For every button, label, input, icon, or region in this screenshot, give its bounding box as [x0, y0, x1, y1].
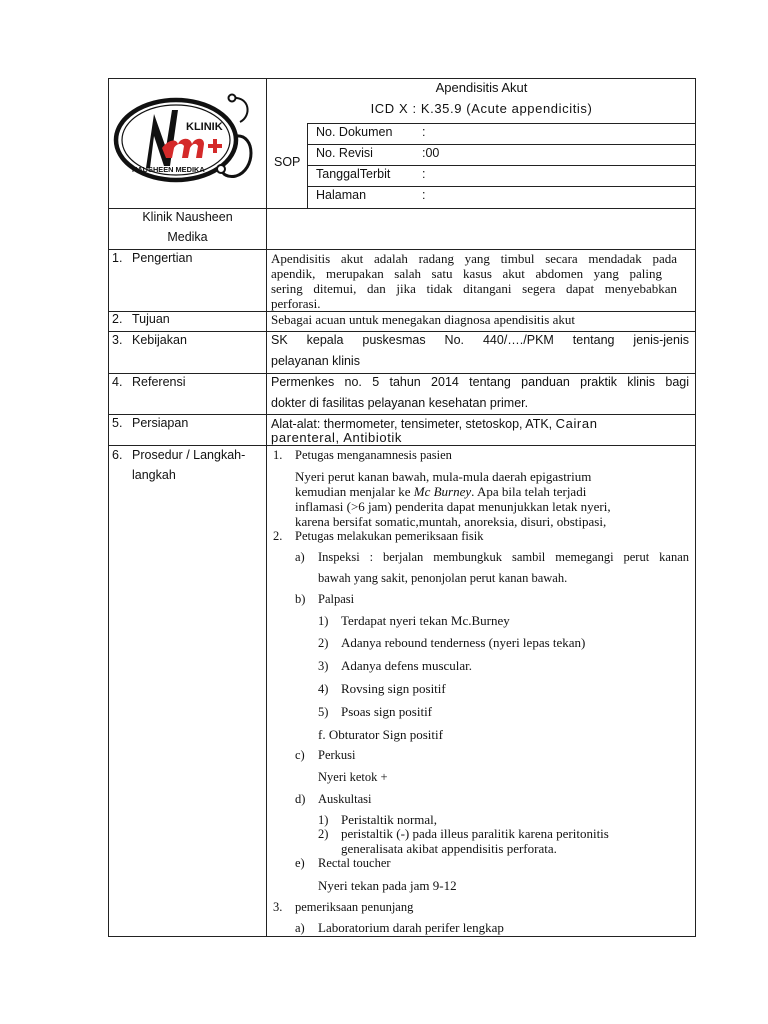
row-number-3: 3. — [112, 333, 123, 347]
rectal-toucher-marker: e) — [295, 856, 305, 870]
palpasi-item-f: f. Obturator Sign positif — [318, 727, 443, 742]
header-bottom-line — [108, 208, 696, 209]
meta-label-no-revisi: No. Revisi — [316, 146, 373, 160]
palpasi-item-4-text: Rovsing sign positif — [341, 681, 446, 696]
meta-value-tanggal-terbit: : — [422, 167, 426, 181]
logo-word-nausheen-medika: NAUSHEEN MEDIKA — [132, 165, 205, 174]
kebijakan-line-2: pelayanan klinis — [271, 354, 360, 368]
meta-row-line-4 — [307, 186, 696, 187]
row-2-bottom-line — [108, 331, 696, 332]
icd-code: ICD X : K.35.9 (Acute appendicitis) — [370, 101, 593, 116]
palpasi-marker: b) — [295, 592, 306, 606]
row-label-prosedur-2: langkah — [132, 468, 176, 482]
palpasi-item-4-number: 4) — [318, 682, 329, 696]
table-border-bottom — [108, 936, 696, 937]
anamnesis-line-3: inflamasi (>6 jam) penderita dapat menunjukkan letak nyeri, — [295, 499, 611, 514]
pengertian-line-1: Apendisitis akut adalah radang yang timbul secara mendadak pada — [271, 251, 677, 266]
pengertian-line-2: apendik, merupakan salah satu kasus akut abdomen yang paling — [271, 266, 662, 281]
inspeksi-line-2: bawah yang sakit, penonjolan perut kanan bawah. — [318, 571, 568, 585]
perkusi-marker: c) — [295, 748, 305, 762]
anamnesis-line-2 — [295, 484, 586, 500]
meta-value-no-revisi: :00 — [422, 146, 440, 160]
row-label-prosedur-1: Prosedur / Langkah- — [132, 448, 246, 462]
meta-value-halaman: : — [422, 188, 426, 202]
inspeksi-marker: a) — [295, 550, 305, 564]
palpasi-item-1-text: Terdapat nyeri tekan Mc.Burney — [341, 613, 510, 628]
row-number-4: 4. — [112, 375, 123, 389]
palpasi-item-3-text: Adanya defens muscular. — [341, 658, 473, 673]
auskultasi-title: Auskultasi — [318, 792, 372, 806]
meta-label-halaman: Halaman — [316, 188, 367, 202]
meta-row-line-3 — [307, 165, 696, 166]
row-5-bottom-line — [108, 445, 696, 446]
laboratorium-text: Laboratorium darah perifer lengkap — [318, 920, 504, 935]
clinic-row-bottom-line — [108, 249, 696, 250]
step-3-number: 3. — [273, 900, 283, 914]
row-4-bottom-line — [108, 414, 696, 415]
laboratorium-marker: a) — [295, 921, 305, 935]
auskultasi-item-2-line-1: peristaltik (-) pada illeus paralitik karena peritonitis — [341, 826, 609, 841]
auskultasi-item-2-number: 2) — [318, 827, 329, 841]
tujuan-text: Sebagai acuan untuk menegakan diagnosa apendisitis akut — [271, 312, 575, 327]
auskultasi-item-2-line-2: generalisata akibat appendisitis perforata. — [341, 841, 557, 856]
kebijakan-line-1: SK kepala puskesmas No. 440/…./PKM tentang jenis-jenis — [271, 333, 689, 347]
persiapan-line-1 — [271, 416, 598, 431]
persiapan-cairan: Cairan — [555, 416, 598, 431]
klinik-logo — [110, 86, 260, 194]
mc-burney-term: Mc Burney — [413, 484, 472, 499]
palpasi-item-1-number: 1) — [318, 614, 329, 628]
perkusi-text: Nyeri ketok + — [318, 770, 388, 784]
step-2-number: 2. — [273, 529, 283, 543]
table-border-top — [108, 78, 696, 79]
anamnesis-line-4: karena bersifat somatic,muntah, anoreksia, disuri, obstipasi, — [295, 514, 607, 529]
step-2-title: Petugas melakukan pemeriksaan fisik — [295, 529, 484, 543]
auskultasi-item-1-number: 1) — [318, 813, 329, 827]
row-number-2: 2. — [112, 312, 123, 326]
persiapan-tools: Alat-alat: thermometer, tensimeter, stetoskop, ATK, — [271, 417, 553, 431]
palpasi-item-2-text: Adanya rebound tenderness (nyeri lepas tekan) — [341, 635, 586, 650]
step-1-number: 1. — [273, 448, 283, 462]
sop-label: SOP — [274, 155, 301, 169]
meta-value-no-dokumen: : — [422, 125, 426, 139]
clinic-name-line-1: Klinik Nausheen — [142, 210, 233, 224]
step-3-title: pemeriksaan penunjang — [295, 900, 414, 914]
anamnesis-line-2-a: kemudian menjalar ke — [295, 484, 414, 499]
referensi-line-1: Permenkes no. 5 tahun 2014 tentang panduan praktik klinis bagi — [271, 375, 689, 389]
pengertian-line-4: perforasi. — [271, 296, 321, 311]
palpasi-title: Palpasi — [318, 592, 355, 606]
document-title: Apendisitis Akut — [435, 80, 528, 95]
meta-label-tanggal-terbit: TanggalTerbit — [316, 167, 391, 181]
auskultasi-marker: d) — [295, 792, 306, 806]
row-number-6: 6. — [112, 448, 123, 462]
perkusi-title: Perkusi — [318, 748, 356, 762]
palpasi-item-5-text: Psoas sign positif — [341, 704, 433, 719]
referensi-line-2: dokter di fasilitas pelayanan kesehatan primer. — [271, 396, 529, 410]
step-1-title: Petugas menganamnesis pasien — [295, 448, 452, 462]
rectal-toucher-title: Rectal toucher — [318, 856, 391, 870]
row-3-bottom-line — [108, 373, 696, 374]
meta-row-line-2 — [307, 144, 696, 145]
klinik-nausheen-medika-logo-icon — [110, 86, 260, 194]
rectal-toucher-text: Nyeri tekan pada jam 9-12 — [318, 878, 457, 893]
clinic-name-line-2: Medika — [167, 230, 208, 244]
persiapan-line-2: parenteral, Antibiotik — [271, 430, 402, 445]
auskultasi-item-1-text: Peristaltik normal, — [341, 812, 438, 827]
palpasi-item-3-number: 3) — [318, 659, 329, 673]
row-label-kebijakan: Kebijakan — [132, 333, 187, 347]
row-label-referensi: Referensi — [132, 375, 186, 389]
logo-word-klinik: KLINIK — [186, 121, 223, 133]
row-label-persiapan: Persiapan — [132, 416, 189, 430]
meta-row-line-1 — [307, 123, 696, 124]
column-divider — [266, 78, 267, 937]
palpasi-item-5-number: 5) — [318, 705, 329, 719]
anamnesis-line-1: Nyeri perut kanan bawah, mula-mula daerah epigastrium — [295, 469, 592, 484]
row-label-pengertian: Pengertian — [132, 251, 193, 265]
inspeksi-line-1: Inspeksi : berjalan membungkuk sambil memegangi perut kanan — [318, 550, 689, 564]
table-border-left — [108, 78, 109, 937]
pengertian-line-3: sering ditemui, dan jika tidak ditangani segera dapat menyebabkan — [271, 281, 677, 296]
anamnesis-line-2-c: . Apa bila telah terjadi — [471, 484, 587, 499]
meta-label-no-dokumen: No. Dokumen — [316, 125, 393, 139]
sop-divider — [307, 123, 308, 208]
row-label-tujuan: Tujuan — [132, 312, 170, 326]
row-number-1: 1. — [112, 251, 123, 265]
row-number-5: 5. — [112, 416, 123, 430]
table-border-right — [695, 78, 696, 937]
palpasi-item-2-number: 2) — [318, 636, 329, 650]
